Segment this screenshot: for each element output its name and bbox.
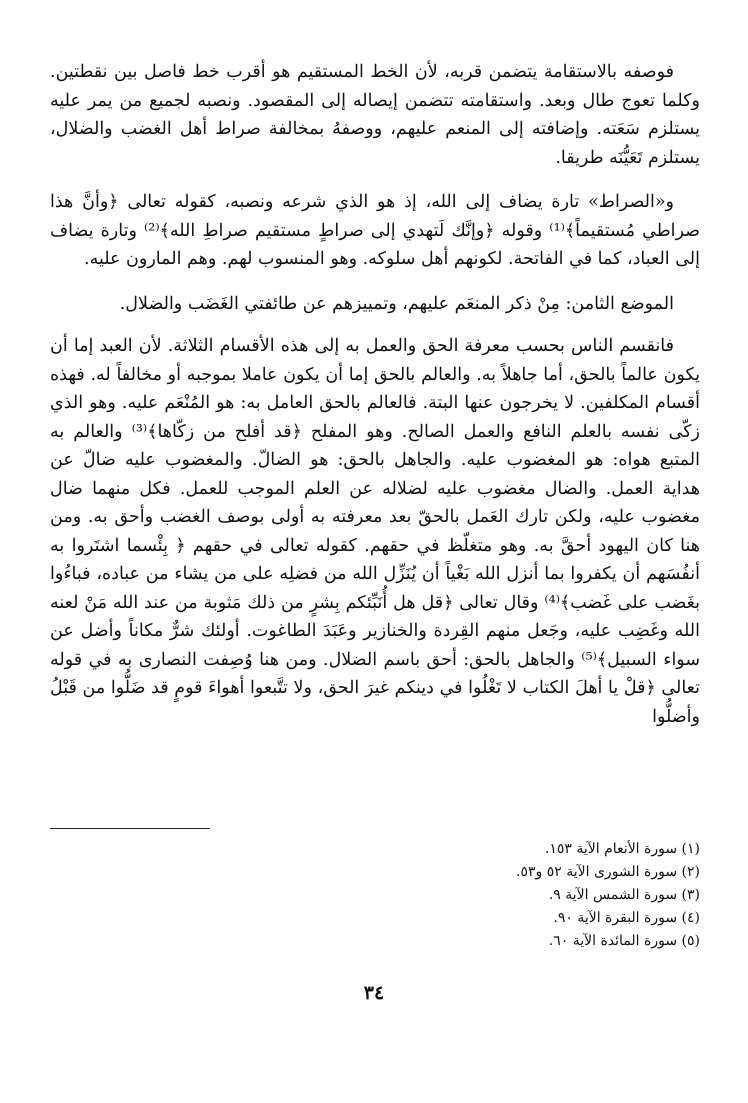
paragraph-3: فانقسم الناس بحسب معرفة الحق والعمل به إلى هذه الأقسام الثلاثة. لأن العبد إما أن يكون عالماً بالحق، أما جاهلاً به. والعالم بالحق إما أن يكون عاملا بموجبه أو مخالفاً له. فهذه أقسام المكلفين. لا يخرجون عنها البتة. فالعالم بالحق العامل به: هو المُنْعَم عليه. وهو الذي زكّى نفسه بالعلم النافع والعمل الصالح. وهو المفلح ﴿قد أفلح من زكّاها﴾⁽³⁾ والعالم به المتبع هواه: هو المغضوب عليه. والجاهل بالحق: هو الضالّ. والمغضوب عليه ضالّ عن هداية العمل. والضال مغضوب عليه لضلاله عن العلم الموجب للعمل. فكل منهما ضال مغضوب عليه، ولكن تارك العَمل بالحقّ بعد معرفته به أولى بوصف الغضب وأحق به. ومن هنا كان اليهود أحقَّ به. وهو متغلّظ في حقهم. كقوله تعالى في حقهم ﴿ بِئْسما اشتَروا به أنفُسَهم أن يكفروا بما أنزل الله بَغْياً أن يُنَزِّل الله من فضلِه على من يشاء من عباده، فباءُوا بغَضب على غَضب﴾⁽⁴⁾ وقال تعالى ﴿قل هل أُنَبِّئكم بِشرٍ من ذلك مَثوبة من عند الله مَنْ لعنه الله وغَضِب عليه، وجَعل منهم القِردة والخنازير وعَبَدَ الطاغوت. أولئك شرٌّ مكاناً وأضل عن سواء السبيل﴾⁽⁵⁾ والجاهل بالحق: أحق باسم الضلال. ومن هنا وُصِفت النصارى به في قوله تعالى ﴿قلْ يا أهلَ الكتاب لا تَغْلُوا في دينكم غيرَ الحق، ولا تتَّبعوا أهواءَ قومٍ قد ضَلُّوا من قَبْلُ وأضلُّوا [50,336,701,727]
footnote-1: (١) سورة الأنعام الآية ١٥٣. [544,841,700,857]
paragraph-1: فوصفه بالاستقامة يتضمن قربه، لأن الخط المستقيم هو أقرب خط فاصل بين نقطتين. وكلما تعوج طال وبعد. واستقامته تتضمن إيصاله إلى المقصود. ونصبه لجميع من يمر عليه يستلزم سَعَته. وإضافته إلى المنعم عليهم، ووصفهُ بمخالفة صراط أهل الغضب والضلال، يستلزم تَعَيُّنَه طريقا. [50,62,700,168]
section-heading-eighth: الموضع الثامن: مِنْ ذكر المنعَم عليهم، وتمييزهم عن طائفتي الغَضَب والضلال. [119,293,674,314]
footnote-2: (٢) سورة الشورى الآية ٥٢ و٥٣. [516,864,700,880]
footnote-divider [50,828,210,829]
page-body [50,58,700,747]
paragraph-2: و«الصراط» تارة يضاف إلى الله، إذ هو الذي شرعه ونصبه، كقوله تعالى ﴿وأنَّ هذا صراطي مُستقيماً﴾⁽¹⁾ وقوله ﴿وإنَّك لَتهدي إلى صراطٍ مستقيم صراطِ الله﴾⁽²⁾ وتارة يضاف إلى العباد، كما في الفاتحة. لكونهم أهل سلوكه. وهو المنسوب لهم. وهم المارون عليه. [50,192,701,269]
page-number: ٣٤ [363,982,385,1004]
footnote-5: (٥) سورة المائدة الآية ٦٠. [548,933,700,949]
footnote-3: (٣) سورة الشمس الآية ٩. [548,887,700,903]
footnotes [400,838,700,953]
footnote-4: (٤) سورة البقرة الآية ٩٠. [553,910,700,926]
